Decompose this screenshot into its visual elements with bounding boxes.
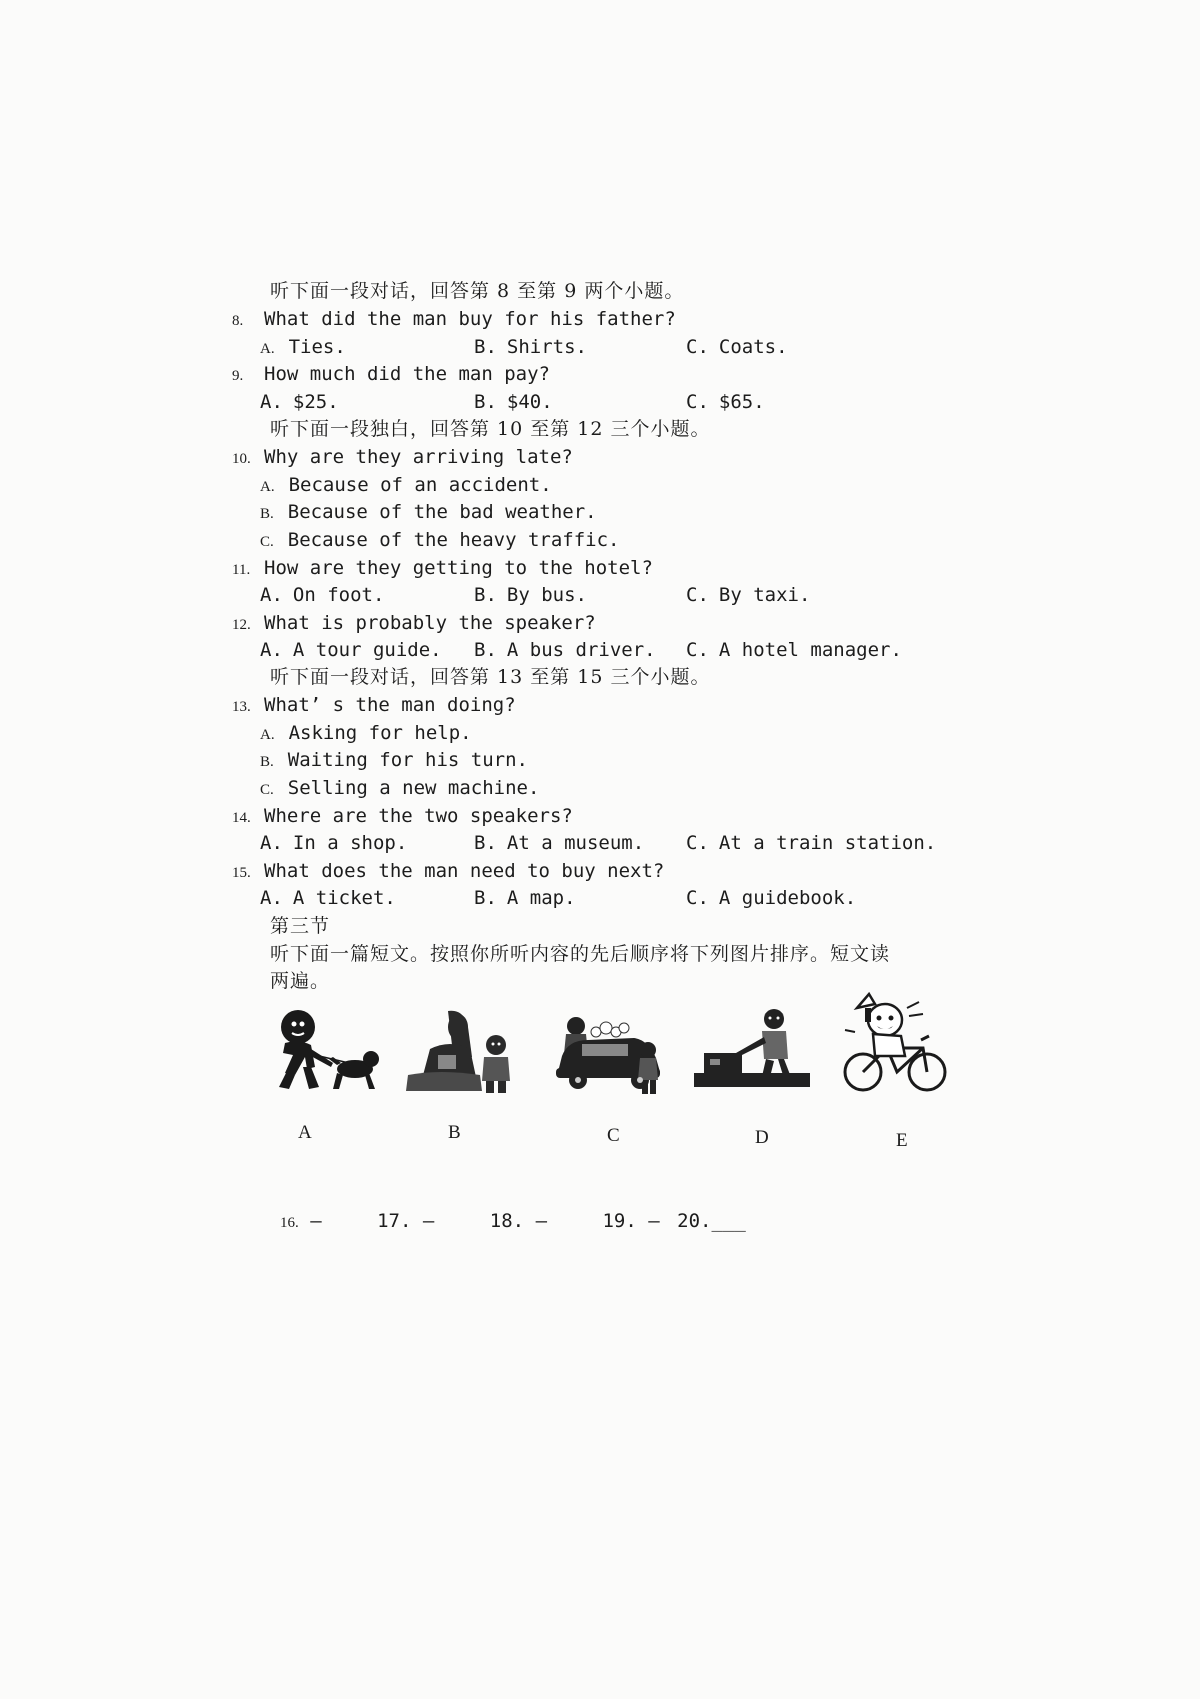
blank-number: 19. — [602, 1210, 637, 1232]
blank-mark: — — [535, 1210, 548, 1232]
blank-number: 16. — [280, 1215, 299, 1231]
option-label: A. — [260, 479, 275, 495]
question-9 — [232, 361, 550, 389]
blank-mark: — — [422, 1210, 435, 1232]
picture-label: E — [896, 1130, 908, 1151]
question-11 — [232, 555, 653, 583]
option-a[interactable] — [260, 637, 442, 663]
question-14 — [232, 803, 573, 831]
option-text: A bus driver. — [506, 639, 656, 661]
option-b[interactable] — [474, 830, 644, 856]
question-text: What’ s the man doing? — [264, 694, 516, 716]
answer-blank-18[interactable] — [490, 1210, 547, 1232]
option-c[interactable] — [686, 334, 788, 360]
option-text: Asking for help. — [288, 722, 472, 744]
option-a[interactable] — [260, 720, 472, 748]
question-text: How much did the man pay? — [264, 363, 550, 385]
option-c[interactable] — [260, 775, 539, 803]
answer-blank-19[interactable] — [602, 1210, 659, 1232]
answer-blank-17[interactable] — [377, 1210, 434, 1232]
blank-mark: — — [648, 1210, 660, 1232]
question-number: 15. — [232, 865, 251, 881]
section-instruction: 听下面一段对话，回答第 13 至第 15 三个小题。 — [270, 666, 711, 688]
question-number: 9. — [232, 368, 244, 384]
option-text: Ties. — [288, 336, 346, 358]
option-text: By bus. — [506, 584, 587, 606]
option-text: $65. — [718, 391, 765, 413]
option-label: C. — [686, 832, 709, 854]
boy-walking-dog-icon — [265, 1005, 383, 1095]
option-label: C. — [260, 534, 274, 550]
option-text: Because of the bad weather. — [287, 501, 597, 523]
question-8 — [232, 306, 676, 334]
washing-car-icon — [552, 1010, 672, 1098]
mowing-lawn-icon — [690, 1005, 810, 1093]
blank-number: 20. — [677, 1210, 712, 1232]
option-b[interactable] — [474, 885, 576, 911]
question-text: What did the man buy for his father? — [264, 308, 676, 330]
section-instruction: 听下面一段独白，回答第 10 至第 12 三个小题。 — [270, 418, 711, 440]
answer-blank-16[interactable] — [280, 1210, 322, 1232]
option-label: A. — [260, 584, 283, 606]
option-a[interactable] — [260, 885, 396, 911]
option-text: $25. — [292, 391, 339, 413]
option-a[interactable] — [260, 389, 339, 415]
option-label: B. — [474, 391, 497, 413]
answer-blanks — [280, 1210, 746, 1232]
picture-label: B — [448, 1122, 461, 1143]
option-label: A. — [260, 341, 275, 357]
part-instruction-cont: 两遍。 — [270, 970, 331, 992]
option-c[interactable] — [686, 830, 936, 856]
option-label: C. — [686, 584, 709, 606]
option-c[interactable] — [686, 582, 810, 608]
option-text: By taxi. — [718, 584, 811, 606]
option-label: C. — [686, 391, 709, 413]
question-10 — [232, 444, 573, 472]
option-text: Selling a new machine. — [287, 777, 540, 799]
picture-label: C — [607, 1125, 620, 1146]
option-c[interactable] — [686, 885, 856, 911]
option-text: A ticket. — [292, 887, 396, 909]
option-label: C. — [686, 639, 709, 661]
part-title: 第三节 — [270, 915, 331, 937]
option-label: B. — [474, 639, 497, 661]
option-text: Shirts. — [506, 336, 587, 358]
option-text: At a train station. — [718, 832, 937, 854]
option-text: A hotel manager. — [718, 639, 902, 661]
option-label: A. — [260, 832, 283, 854]
question-number: 14. — [232, 810, 251, 826]
question-13 — [232, 692, 516, 720]
question-12 — [232, 610, 596, 638]
option-text: Because of the heavy traffic. — [287, 529, 620, 551]
option-label: A. — [260, 639, 283, 661]
option-text: A guidebook. — [718, 887, 857, 909]
blank-mark: ___ — [711, 1210, 746, 1232]
option-text: At a museum. — [506, 832, 645, 854]
option-text: Coats. — [718, 336, 788, 358]
option-label: B. — [474, 887, 497, 909]
section-instruction: 听下面一段对话，回答第 8 至第 9 两个小题。 — [270, 280, 685, 302]
option-label: B. — [260, 754, 274, 770]
question-number: 8. — [232, 313, 244, 329]
option-a[interactable] — [260, 582, 384, 608]
option-text: Because of an accident. — [288, 474, 552, 496]
blank-number: 18. — [489, 1210, 525, 1232]
question-number: 12. — [232, 617, 251, 633]
option-label: C. — [686, 336, 709, 358]
option-text: In a shop. — [292, 832, 408, 854]
option-a[interactable] — [260, 334, 346, 362]
question-number: 11. — [232, 562, 251, 578]
option-label: C. — [260, 782, 274, 798]
option-c[interactable] — [686, 389, 765, 415]
option-label: B. — [474, 832, 497, 854]
option-text: $40. — [506, 391, 553, 413]
question-text: Why are they arriving late? — [264, 446, 573, 468]
question-text: What does the man need to buy next? — [264, 860, 665, 882]
option-label: B. — [474, 584, 497, 606]
part-instruction: 听下面一篇短文。按照你所听内容的先后顺序将下列图片排序。短文读 — [270, 943, 891, 965]
picture-label: A — [298, 1122, 312, 1143]
option-label: B. — [474, 336, 497, 358]
picture-label: D — [755, 1127, 769, 1148]
mother-and-child-icon — [400, 1005, 520, 1095]
question-number: 10. — [232, 451, 251, 467]
option-a[interactable] — [260, 830, 407, 856]
blank-number: 17. — [377, 1210, 412, 1232]
option-c[interactable] — [260, 527, 620, 555]
option-text: Waiting for his turn. — [287, 749, 528, 771]
option-b[interactable] — [260, 499, 597, 527]
question-text: Where are the two speakers? — [264, 805, 573, 827]
option-a[interactable] — [260, 472, 552, 500]
option-label: C. — [686, 887, 709, 909]
answer-blank-20[interactable] — [677, 1210, 746, 1232]
question-text: What is probably the speaker? — [264, 612, 596, 634]
option-b[interactable] — [260, 747, 528, 775]
blank-mark: — — [310, 1210, 322, 1232]
riding-bicycle-icon — [835, 990, 955, 1100]
option-label: A. — [260, 727, 275, 743]
option-label: A. — [260, 887, 283, 909]
question-number: 13. — [232, 699, 251, 715]
option-b[interactable] — [474, 637, 656, 663]
question-15 — [232, 858, 664, 886]
option-b[interactable] — [474, 389, 553, 415]
option-text: A tour guide. — [292, 639, 442, 661]
option-text: On foot. — [292, 584, 385, 606]
option-c[interactable] — [686, 637, 902, 663]
option-b[interactable] — [474, 582, 587, 608]
question-text: How are they getting to the hotel? — [264, 557, 653, 579]
option-text: A map. — [506, 887, 576, 909]
option-b[interactable] — [474, 334, 587, 360]
option-label: A. — [260, 391, 283, 413]
option-label: B. — [260, 506, 274, 522]
